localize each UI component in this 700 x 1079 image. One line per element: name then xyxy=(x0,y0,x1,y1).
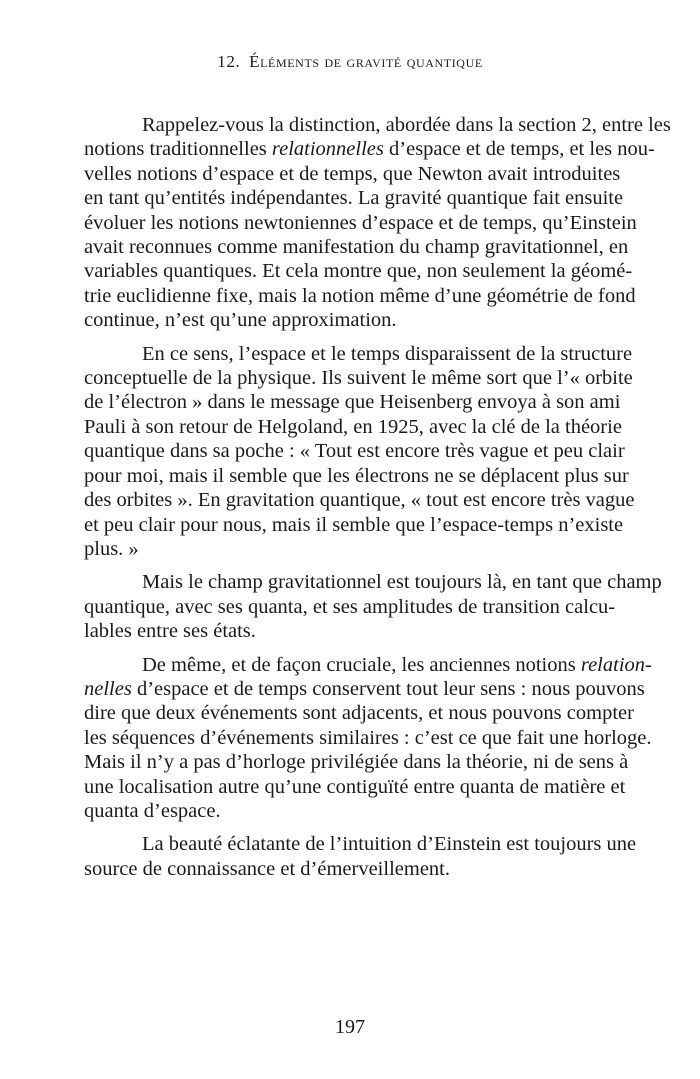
text-line xyxy=(84,653,652,677)
paragraph xyxy=(84,570,662,643)
text-run: lables entre ses états. xyxy=(84,620,256,643)
text-line xyxy=(84,570,662,594)
italic-term: relationnelles xyxy=(271,138,384,161)
text-line xyxy=(84,211,637,235)
italic-term: relation- xyxy=(580,653,652,676)
text-line xyxy=(84,701,634,725)
text-line xyxy=(84,235,629,259)
text-line xyxy=(84,308,612,332)
text-line xyxy=(84,595,616,619)
text-run: dire que deux événements sont adjacents, et nous pouvons compter xyxy=(84,702,634,725)
text-line xyxy=(84,366,633,390)
chapter-number: 12. xyxy=(217,52,241,71)
text-line xyxy=(84,113,671,137)
text-line xyxy=(84,415,622,439)
text-run: notions traditionnelles xyxy=(84,138,272,161)
text-line xyxy=(84,513,624,537)
text-line xyxy=(84,726,652,750)
running-header xyxy=(0,50,700,74)
text-line xyxy=(84,857,612,881)
text-line xyxy=(84,677,645,701)
text-line xyxy=(84,186,624,210)
text-line xyxy=(84,488,635,512)
text-line xyxy=(84,137,655,161)
text-line xyxy=(84,799,612,823)
text-run: La beauté éclatante de l’intuition d’Einstein est toujours une xyxy=(142,833,637,856)
text-run: d’espace et de temps conservent tout leur sens : nous pouvons xyxy=(131,677,645,700)
text-run: Mais le champ gravitationnel est toujours là, en tant que champ xyxy=(142,571,662,594)
text-run: évoluer les notions newtoniennes d’espace et de temps, qu’Einstein xyxy=(84,211,637,234)
text-line xyxy=(84,750,629,774)
text-line xyxy=(84,619,612,643)
text-run: source de connaissance et d’émerveillement. xyxy=(84,857,450,880)
text-run: Rappelez-vous la distinction, abordée dans la section 2, entre les xyxy=(142,114,671,136)
text-line xyxy=(84,832,637,856)
text-line xyxy=(84,162,621,186)
text-run: avait reconnues comme manifestation du champ gravitationnel, en xyxy=(84,236,629,259)
text-run: pour moi, mais il semble que les électrons ne se déplacent plus sur xyxy=(84,464,629,487)
text-run: les séquences d’événements similaires : c’est ce que fait une horloge. xyxy=(84,726,652,749)
text-line xyxy=(84,439,625,463)
body-text xyxy=(84,113,671,890)
text-run: velles notions d’espace et de temps, que Newton avait introduites xyxy=(84,162,621,185)
text-run: Pauli à son retour de Helgoland, en 1925, avec la clé de la théorie xyxy=(84,415,622,438)
text-run: De même, et de façon cruciale, les anciennes notions xyxy=(142,653,581,676)
text-line xyxy=(84,775,626,799)
text-line xyxy=(84,390,621,414)
text-run: quantique, avec ses quanta, et ses amplitudes de transition calcu- xyxy=(84,595,616,618)
text-run: une localisation autre qu’une contiguïté entre quanta de matière et xyxy=(84,775,626,798)
page-number: 197 xyxy=(335,1016,365,1038)
text-run: conceptuelle de la physique. Ils suivent le même sort que l’« orbite xyxy=(84,367,633,390)
chapter-title: Éléments de gravité quantique xyxy=(249,52,483,71)
paragraph xyxy=(84,342,635,562)
paragraph xyxy=(84,113,671,333)
text-run: En ce sens, l’espace et le temps disparaissent de la structure xyxy=(142,342,633,365)
text-run: plus. » xyxy=(84,537,139,560)
text-run: en tant qu’entités indépendantes. La gravité quantique fait ensuite xyxy=(84,187,624,210)
paragraph xyxy=(84,832,637,881)
text-run: d’espace et de temps, et les nou- xyxy=(383,138,655,161)
text-run: trie euclidienne fixe, mais la notion même d’une géométrie de fond xyxy=(84,284,636,307)
text-run: quantique dans sa poche : « Tout est encore très vague et peu clair xyxy=(84,440,625,463)
text-run: de l’électron » dans le message que Heisenberg envoya à son ami xyxy=(84,391,621,414)
text-run: quanta d’espace. xyxy=(84,799,221,822)
text-line xyxy=(84,464,629,488)
text-line xyxy=(84,259,633,283)
text-run: variables quantiques. Et cela montre que, non seulement la géomé- xyxy=(84,260,633,283)
text-run: des orbites ». En gravitation quantique, « tout est encore très vague xyxy=(84,489,635,512)
text-line xyxy=(84,537,612,561)
text-run: continue, n’est qu’une approximation. xyxy=(84,309,397,332)
text-line xyxy=(84,342,633,366)
text-run: Mais il n’y a pas d’horloge privilégiée dans la théorie, ni de sens à xyxy=(84,751,629,774)
text-line xyxy=(84,284,636,308)
text-run: et peu clair pour nous, mais il semble que l’espace-temps n’existe xyxy=(84,513,624,536)
italic-term: nelles xyxy=(84,677,132,700)
paragraph xyxy=(84,653,652,824)
